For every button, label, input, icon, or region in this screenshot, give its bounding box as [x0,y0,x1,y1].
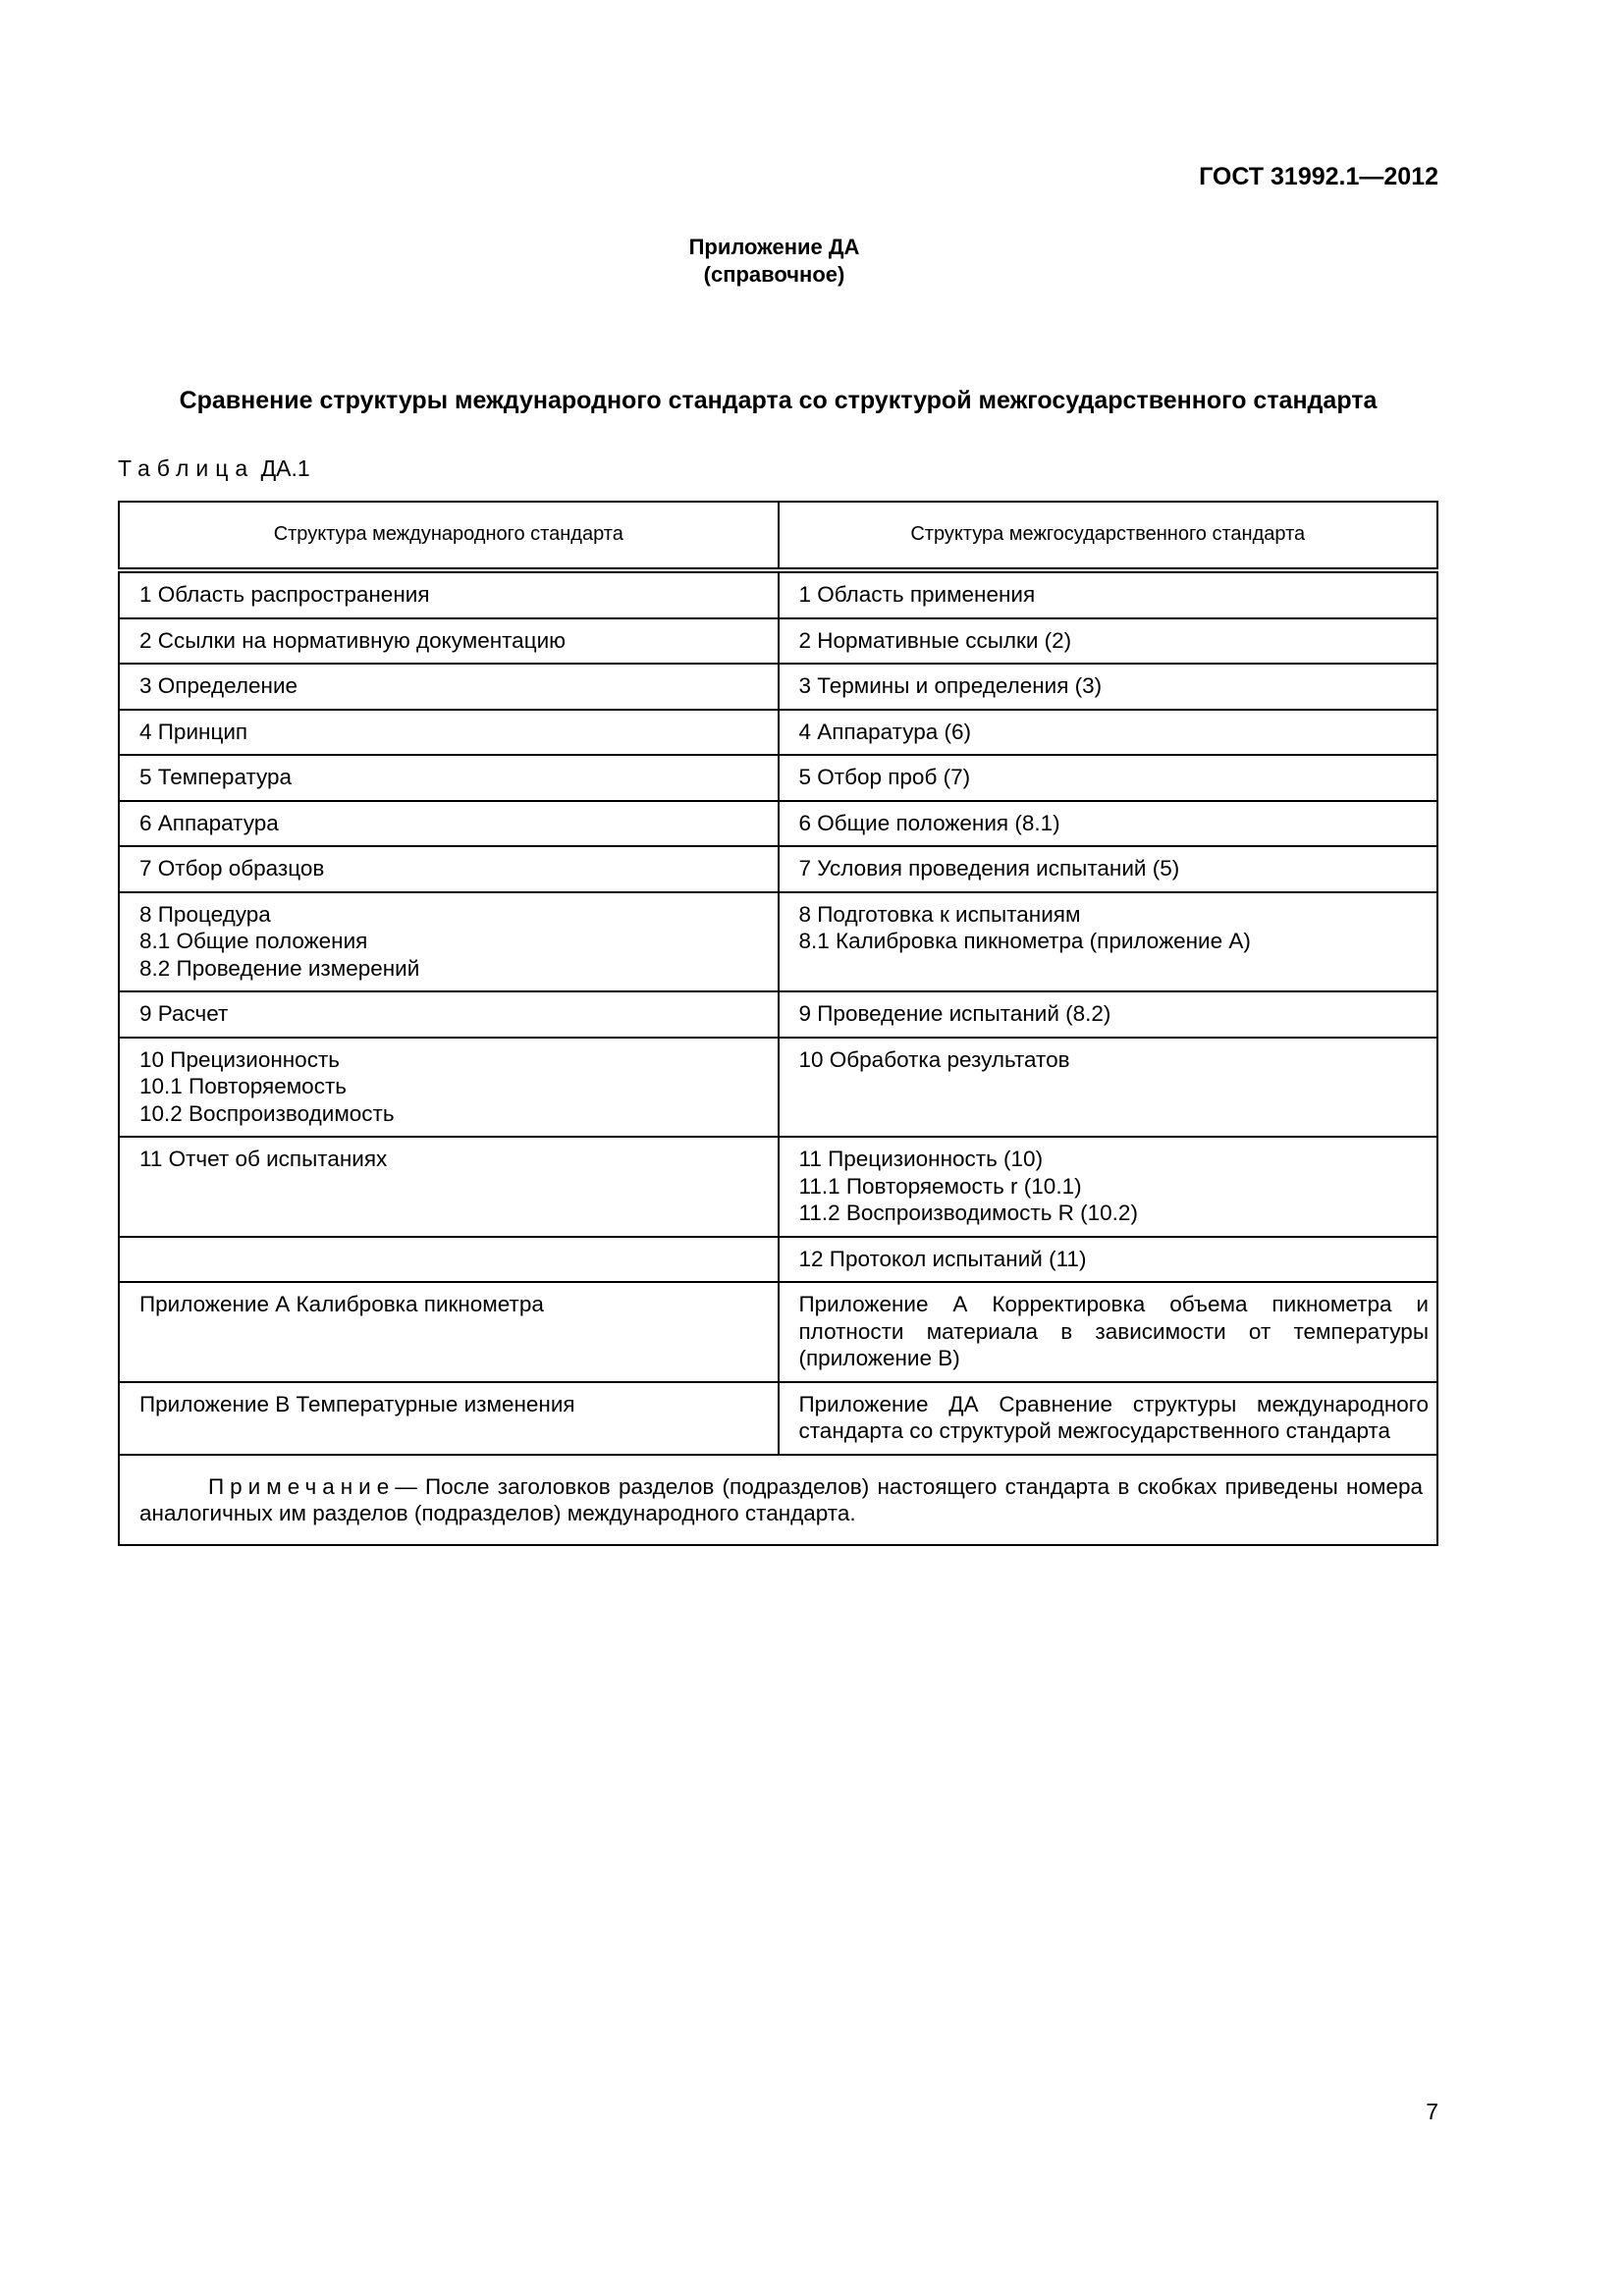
cell-line: 6 Аппаратура [139,810,279,835]
appendix-heading [0,234,1548,289]
cell-line: 4 Принцип [139,719,248,744]
cell-line: 2 Ссылки на нормативную документацию [139,627,567,653]
table-note [119,1455,1437,1545]
cell-international [119,1237,779,1283]
cell-interstate [779,846,1438,892]
table-row [119,618,1437,665]
appendix-subtitle: (справочное) [703,262,845,287]
table-row [119,846,1437,892]
table-row [119,1038,1437,1138]
table-row [119,570,1437,618]
cell-line: 5 Отбор проб (7) [798,765,971,789]
cell-line: 4 Аппаратура (6) [798,719,972,744]
cell-international [119,846,779,892]
cell-line: Приложение А Калибровка пикнометра [139,1292,544,1316]
table-header-row [119,502,1437,570]
header-international: Структура международного стандарта [119,502,779,570]
cell-international [119,1137,779,1237]
cell-line: 5 Температура [139,765,293,789]
appendix-title: Приложение ДА [688,235,860,259]
cell-international [119,991,779,1038]
cell-international [119,1038,779,1138]
cell-line: 8.2 Проведение измерений [139,955,420,981]
table-caption-id: ДА.1 [260,455,310,481]
cell-line: Приложение А Корректировка объема пикнометра и плотности материала в зависимости от температуры (приложение В) [798,1292,1429,1370]
cell-international [119,892,779,992]
cell-interstate [779,1137,1438,1237]
cell-interstate [779,1382,1438,1455]
cell-line: 8.1 Калибровка пикнометра (приложение А) [798,929,1251,953]
cell-line: Приложение ДА Сравнение структуры международного стандарта со структурой межгосударственного стандарта [798,1391,1429,1443]
table-row [119,1382,1437,1455]
cell-line: 3 Термины и определения (3) [798,673,1103,698]
page-number: 7 [1426,2099,1438,2124]
cell-line: 7 Отбор образцов [139,856,325,881]
cell-line: 10 Обработка результатов [798,1046,1070,1072]
cell-line [139,1246,770,1273]
note-text: — После заголовков разделов (подразделов) настоящего стандарта в скобках приведены номера аналогичных им разделов (подразделов) международного стандарта. [139,1473,1423,1525]
table-row [119,991,1437,1038]
table-body [119,570,1437,1455]
document-code: ГОСТ 31992.1—2012 [1199,163,1438,190]
cell-line: 11.2 Воспроизводимость R (10.2) [798,1201,1138,1225]
table-row [119,1137,1437,1237]
cell-interstate [779,570,1438,618]
cell-international [119,1282,779,1382]
cell-line: 1 Область применения [798,582,1036,607]
cell-line: 10.1 Повторяемость [139,1074,347,1098]
cell-international [119,1382,779,1455]
table-row [119,1237,1437,1283]
cell-line: 10.2 Воспроизводимость [139,1100,395,1126]
cell-international [119,664,779,710]
cell-line: 6 Общие положения (8.1) [798,810,1060,835]
cell-line: 1 Область распространения [139,582,430,607]
table-caption-label: Таблица [118,455,255,481]
cell-international [119,755,779,801]
table-row [119,755,1437,801]
cell-interstate [779,755,1438,801]
cell-international [119,801,779,847]
cell-line: 9 Проведение испытаний (8.2) [798,1001,1111,1026]
cell-international [119,570,779,618]
cell-line: 10 Прецизионность [139,1046,340,1072]
cell-line: 9 Расчет [139,1001,229,1026]
cell-interstate [779,664,1438,710]
table-caption [118,455,310,482]
section-title: Сравнение структуры международного стандарта со структурой межгосударственного стандарта [179,387,1378,414]
cell-line: 3 Определение [139,673,298,698]
cell-line: 11 Прецизионность (10) [798,1147,1044,1171]
cell-line: 8 Процедура [139,901,271,927]
cell-line: 2 Нормативные ссылки (2) [798,627,1072,653]
cell-interstate [779,991,1438,1038]
table-row [119,1282,1437,1382]
cell-line: 8 Подготовка к испытаниям [798,901,1081,927]
cell-line: 8.1 Общие положения [139,929,368,953]
cell-interstate [779,618,1438,665]
cell-line: 7 Условия проведения испытаний (5) [798,856,1180,881]
table-row [119,664,1437,710]
header-interstate: Структура межгосударственного стандарта [779,502,1438,570]
cell-interstate [779,1237,1438,1283]
cell-interstate [779,801,1438,847]
note-label: Примечание [208,1473,396,1499]
cell-interstate [779,710,1438,756]
cell-line: 12 Протокол испытаний (11) [798,1246,1087,1271]
comparison-table [118,501,1438,1546]
table-row [119,710,1437,756]
cell-international [119,618,779,665]
table-note-row [119,1455,1437,1545]
cell-line: 11.1 Повторяемость r (10.1) [798,1173,1082,1199]
cell-line: Приложение В Температурные изменения [139,1391,575,1416]
cell-interstate [779,892,1438,992]
cell-interstate [779,1282,1438,1382]
cell-interstate [779,1038,1438,1138]
cell-line: 11 Отчет об испытаниях [139,1147,388,1171]
table-row [119,892,1437,992]
cell-international [119,710,779,756]
table-row [119,801,1437,847]
